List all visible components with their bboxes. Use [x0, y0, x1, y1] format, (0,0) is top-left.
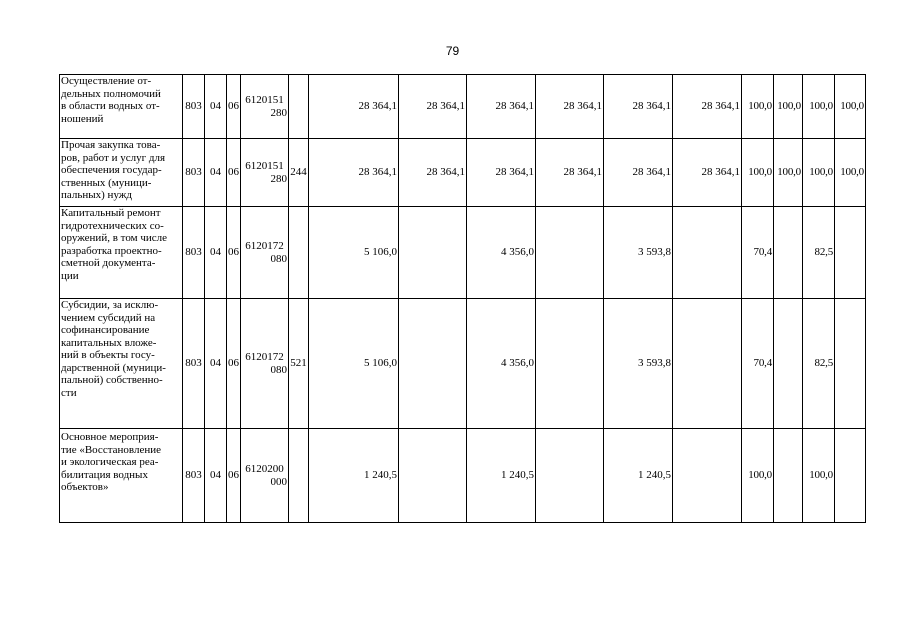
ministry-code: 803: [183, 429, 205, 523]
amount-cell: 28 364,1: [673, 75, 742, 139]
section-code: 04: [205, 429, 227, 523]
target-article-code: [241, 429, 289, 523]
target-article-code-line2: 080: [270, 363, 287, 376]
target-article-code: [241, 299, 289, 429]
expense-type-code: [289, 429, 309, 523]
expense-type-code: [289, 75, 309, 139]
amount-cell: [399, 299, 467, 429]
row-name: [60, 207, 183, 299]
target-article-code-line1: 6120172: [245, 351, 284, 363]
percent-cell: [835, 429, 866, 523]
amount-cell: 28 364,1: [399, 75, 467, 139]
target-article-code-line2: 280: [270, 106, 287, 119]
row-name-line: софинансирование: [61, 324, 150, 336]
subsection-code: 06: [227, 139, 241, 207]
row-name-line: дарственной (муници-: [61, 361, 166, 374]
amount-cell: [399, 429, 467, 523]
target-article-code-line1: 6120151: [245, 94, 284, 106]
amount-cell: 28 364,1: [673, 139, 742, 207]
percent-cell: 100,0: [835, 139, 866, 207]
percent-cell: 100,0: [835, 75, 866, 139]
amount-cell: 28 364,1: [604, 75, 673, 139]
amount-cell: 5 106,0: [309, 207, 399, 299]
target-article-code-line2: 080: [270, 252, 287, 265]
target-article-code-line1: 6120200: [245, 463, 284, 475]
row-name-line: Капитальный ремонт: [61, 207, 161, 219]
amount-cell: 3 593,8: [604, 207, 673, 299]
section-code: 04: [205, 75, 227, 139]
amount-cell: 28 364,1: [467, 75, 536, 139]
row-name-line: сти: [61, 386, 77, 399]
amount-cell: 1 240,5: [309, 429, 399, 523]
row-name-line: в области водных от-: [61, 100, 160, 112]
percent-cell: 100,0: [742, 75, 774, 139]
expense-type-code: 244: [289, 139, 309, 207]
target-article-code-line1: 6120172: [245, 240, 284, 252]
amount-cell: 4 356,0: [467, 299, 536, 429]
percent-cell: 100,0: [742, 139, 774, 207]
row-name-line: и экологическая реа-: [61, 456, 159, 468]
row-name-line: чением субсидий на: [61, 311, 156, 324]
target-article-code-line2: 000: [270, 475, 287, 488]
row-name-line: билитация водных: [61, 468, 148, 481]
section-code: 04: [205, 299, 227, 429]
row-name: [60, 299, 183, 429]
amount-cell: 28 364,1: [536, 139, 604, 207]
percent-cell: 70,4: [742, 207, 774, 299]
row-name-line: ношений: [61, 112, 104, 125]
row-name: [60, 139, 183, 207]
page-number: 79: [445, 44, 460, 58]
ministry-code: 803: [183, 75, 205, 139]
subsection-code: 06: [227, 429, 241, 523]
percent-cell: [774, 429, 803, 523]
row-name-line: пальных) нужд: [61, 189, 133, 201]
row-name-line: Основное мероприя-: [61, 431, 159, 443]
row-name-line: ции: [61, 269, 79, 282]
percent-cell: 100,0: [742, 429, 774, 523]
percent-cell: 100,0: [803, 139, 835, 207]
percent-cell: 82,5: [803, 299, 835, 429]
row-name-line: гидротехнических со-: [61, 219, 164, 232]
row-name-line: оружений, в том числе: [61, 232, 167, 244]
percent-cell: [835, 207, 866, 299]
row-name-line: сметной документа-: [61, 257, 156, 269]
amount-cell: 28 364,1: [467, 139, 536, 207]
section-code: 04: [205, 207, 227, 299]
percent-cell: [835, 299, 866, 429]
row-name-line: капитальных вложе-: [61, 336, 157, 349]
row-name-line: Осуществление от-: [61, 75, 152, 87]
amount-cell: 28 364,1: [604, 139, 673, 207]
row-name-line: объектов»: [61, 481, 109, 493]
amount-cell: 1 240,5: [467, 429, 536, 523]
row-name-line: Прочая закупка това-: [61, 139, 161, 151]
table-row: [60, 207, 866, 299]
ministry-code: 803: [183, 299, 205, 429]
table-row: [60, 299, 866, 429]
target-article-code-line2: 280: [270, 172, 287, 185]
row-name: [60, 429, 183, 523]
amount-cell: [673, 207, 742, 299]
ministry-code: 803: [183, 207, 205, 299]
amount-cell: 3 593,8: [604, 299, 673, 429]
amount-cell: 28 364,1: [399, 139, 467, 207]
amount-cell: [536, 299, 604, 429]
amount-cell: 28 364,1: [536, 75, 604, 139]
percent-cell: 100,0: [803, 429, 835, 523]
row-name-line: пальной) собственно-: [61, 374, 163, 386]
target-article-code: [241, 75, 289, 139]
table-body: [60, 75, 866, 523]
percent-cell: [774, 299, 803, 429]
amount-cell: [399, 207, 467, 299]
target-article-code: [241, 139, 289, 207]
row-name-line: ственных (муници-: [61, 176, 152, 189]
amount-cell: [536, 429, 604, 523]
percent-cell: 82,5: [803, 207, 835, 299]
budget-table: [59, 74, 866, 523]
row-name-line: Субсидии, за исклю-: [61, 299, 159, 311]
section-code: 04: [205, 139, 227, 207]
row-name-line: обеспечения государ-: [61, 164, 162, 176]
amount-cell: 1 240,5: [604, 429, 673, 523]
percent-cell: 70,4: [742, 299, 774, 429]
amount-cell: [536, 207, 604, 299]
expense-type-code: [289, 207, 309, 299]
amount-cell: 5 106,0: [309, 299, 399, 429]
row-name-line: ров, работ и услуг для: [61, 151, 166, 164]
expense-type-code: 521: [289, 299, 309, 429]
target-article-code: [241, 207, 289, 299]
percent-cell: [774, 207, 803, 299]
row-name: [60, 75, 183, 139]
table-row: [60, 75, 866, 139]
row-name-line: ний в объекты госу-: [61, 349, 155, 361]
ministry-code: 803: [183, 139, 205, 207]
target-article-code-line1: 6120151: [245, 160, 284, 172]
row-name-line: разработка проектно-: [61, 244, 162, 257]
percent-cell: 100,0: [803, 75, 835, 139]
amount-cell: [673, 429, 742, 523]
percent-cell: 100,0: [774, 139, 803, 207]
amount-cell: 28 364,1: [309, 139, 399, 207]
amount-cell: [673, 299, 742, 429]
percent-cell: 100,0: [774, 75, 803, 139]
row-name-line: дельных полномочий: [61, 87, 161, 100]
amount-cell: 28 364,1: [309, 75, 399, 139]
subsection-code: 06: [227, 75, 241, 139]
table-row: [60, 139, 866, 207]
row-name-line: тие «Восстановление: [61, 443, 161, 456]
table-row: [60, 429, 866, 523]
subsection-code: 06: [227, 207, 241, 299]
subsection-code: 06: [227, 299, 241, 429]
amount-cell: 4 356,0: [467, 207, 536, 299]
